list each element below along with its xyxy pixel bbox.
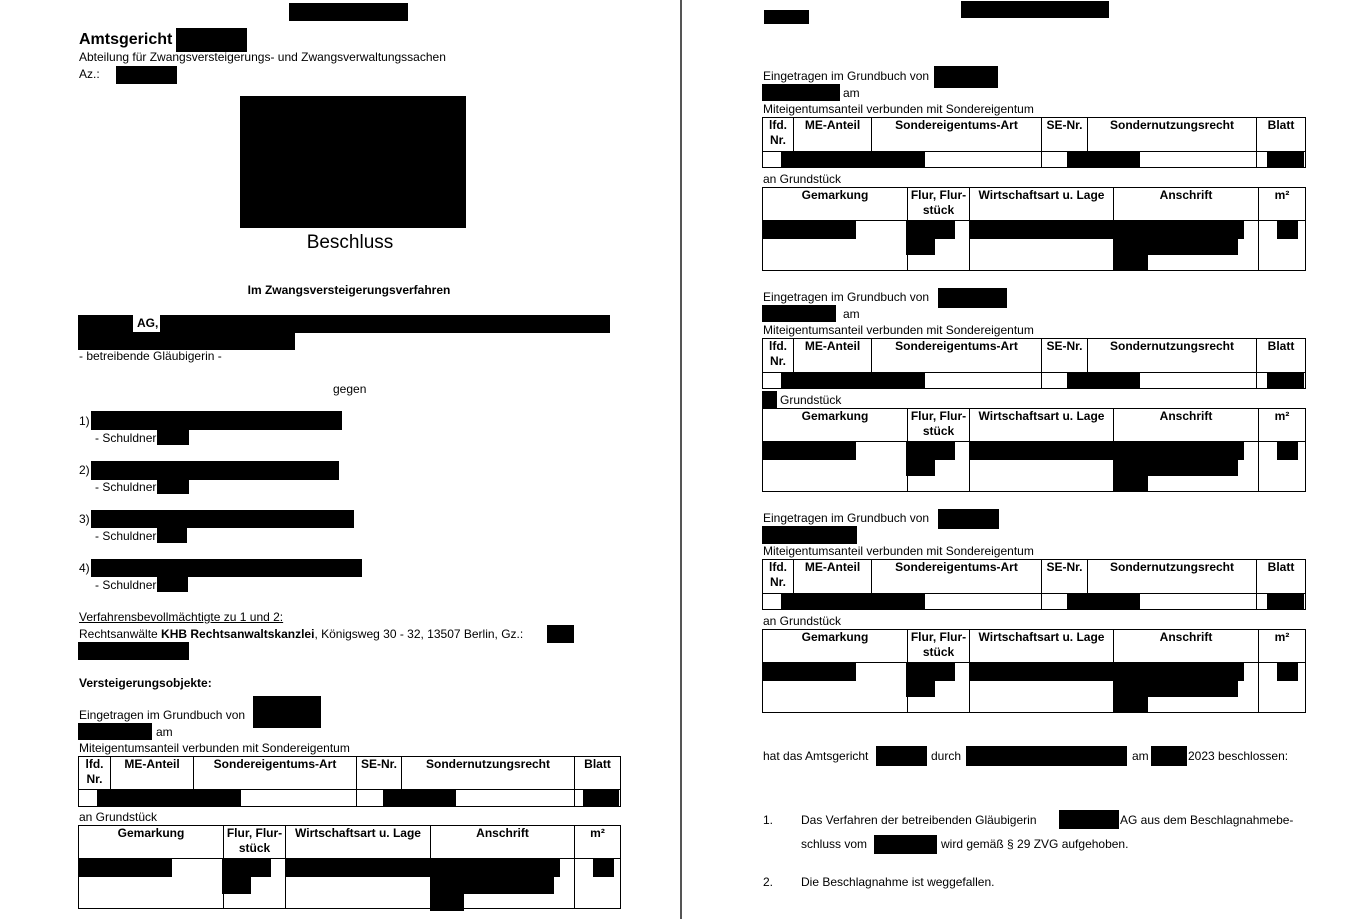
redaction-block: [781, 151, 925, 168]
debtor-number: 4): [79, 561, 90, 575]
redaction-block: [1067, 593, 1140, 610]
registry-entered-label: Eingetragen im Grundbuch von: [763, 511, 930, 525]
column-header: Blatt: [575, 757, 621, 790]
column-header: Wirtschaftsart u. Lage: [970, 409, 1114, 442]
redaction-block: [1113, 254, 1148, 271]
debtor-role: - Schuldner: [95, 578, 157, 592]
court-title: Amtsgericht: [79, 31, 173, 48]
counsel-line: [79, 627, 523, 641]
redaction-block: [1059, 810, 1119, 829]
redaction-block: [97, 789, 241, 807]
registry-share-text: Miteigentumsanteil verbunden mit Sondereigentum: [79, 741, 350, 755]
item-text: AG aus dem Beschlagnahmebe-: [1120, 813, 1294, 827]
item-number: 2.: [763, 875, 774, 889]
redaction-block: [906, 459, 935, 476]
redaction-block: [1267, 593, 1304, 610]
grundstueck-label: Grundstück: [780, 393, 842, 407]
registry-entered-label: Eingetragen im Grundbuch von: [79, 708, 246, 722]
grundstueck-label: an Grundstück: [763, 614, 842, 628]
column-header: lfd. Nr.: [763, 339, 794, 373]
counsel-firm: KHB Rechtsanwaltskanzlei: [161, 627, 315, 641]
redaction-block: [430, 893, 464, 911]
right-document-page: [682, 0, 1359, 919]
redaction-block: [176, 28, 247, 52]
redaction-block: [157, 430, 189, 445]
redaction-block: [222, 876, 251, 894]
redaction-block: [874, 835, 937, 854]
redaction-block: [1067, 151, 1140, 168]
debtor-number: 1): [79, 414, 90, 428]
registry-am: am: [156, 725, 173, 739]
redaction-block: [762, 526, 857, 544]
column-header: lfd. Nr.: [79, 757, 111, 790]
column-header: m²: [1259, 630, 1306, 663]
redaction-block: [906, 221, 955, 239]
registry-am: am: [843, 307, 860, 321]
debtor-number: 3): [79, 512, 90, 526]
redaction-block: [78, 332, 295, 350]
column-header: Flur, Flur-stück: [908, 630, 970, 663]
item-text: Die Beschlagnahme ist weggefallen.: [801, 875, 995, 889]
decision-text-3: am: [1132, 749, 1149, 763]
redaction-block: [91, 461, 339, 480]
redaction-block: [1113, 680, 1238, 697]
column-header: Wirtschaftsart u. Lage: [286, 826, 431, 859]
redaction-block: [91, 411, 342, 430]
column-header: Gemarkung: [763, 630, 908, 663]
redaction-block: [253, 696, 321, 728]
redaction-block: [383, 789, 456, 807]
decision-text-4: 2023 beschlossen:: [1188, 749, 1289, 763]
proceeding-heading: Im Zwangsversteigerungsverfahren: [247, 283, 451, 297]
column-header: Sondernutzungsrecht: [1088, 560, 1257, 594]
redaction-block: [157, 577, 188, 592]
redaction-block: [938, 509, 999, 529]
column-header: Sondereigentums-Art: [872, 560, 1042, 594]
redaction-block: [78, 723, 152, 740]
redaction-block: [160, 315, 610, 333]
redaction-block: [1277, 221, 1298, 239]
redaction-block: [762, 663, 856, 681]
column-header: Flur, Flur-stück: [908, 188, 970, 221]
file-reference-label: Az.:: [79, 67, 100, 81]
redaction-block: [157, 479, 189, 494]
debtor-role: - Schuldner: [95, 480, 157, 494]
redaction-block: [934, 66, 998, 88]
redaction-block: [1267, 372, 1304, 389]
redaction-block: [1113, 696, 1148, 713]
debtor-role: - Schuldner: [95, 431, 157, 445]
redaction-block: [91, 510, 354, 528]
column-header: Sondernutzungsrecht: [1088, 118, 1257, 152]
redaction-block: [762, 305, 836, 322]
item-text: Das Verfahren der betreibenden Gläubigerin: [801, 813, 1037, 827]
redaction-block: [116, 66, 177, 84]
counsel-heading: Verfahrensbevollmächtigte zu 1 und 2:: [79, 610, 284, 624]
redaction-block: [289, 3, 408, 21]
redaction-block: [1113, 238, 1238, 255]
redaction-block: [593, 859, 614, 877]
column-header: Flur, Flur-stück: [908, 409, 970, 442]
grundstueck-label: an Grundstück: [763, 172, 842, 186]
column-header: Sondereigentums-Art: [194, 757, 357, 790]
decision-text-1: hat das Amtsgericht: [763, 749, 869, 763]
objects-heading: Versteigerungsobjekte:: [79, 676, 212, 690]
column-header: SE-Nr.: [1042, 118, 1088, 152]
column-header: Gemarkung: [79, 826, 224, 859]
creditor-role: - betreibende Gläubigerin -: [79, 349, 222, 363]
column-header: Gemarkung: [763, 188, 908, 221]
column-header: SE-Nr.: [1042, 560, 1088, 594]
redaction-block: [781, 372, 925, 389]
column-header: lfd. Nr.: [763, 560, 794, 594]
redaction-block: [906, 238, 935, 255]
debtor-role: - Schuldner: [95, 529, 157, 543]
redaction-block: [906, 442, 955, 460]
redaction-block: [222, 859, 271, 877]
column-header: Blatt: [1257, 118, 1306, 152]
redaction-block: [969, 663, 1244, 681]
redaction-block: [938, 288, 1007, 308]
redaction-block: [1113, 459, 1238, 476]
item-text: schluss vom: [801, 837, 868, 851]
debtor-number: 2): [79, 463, 90, 477]
column-header: lfd. Nr.: [763, 118, 794, 152]
document-title: Beschluss: [306, 232, 394, 253]
column-header: Wirtschaftsart u. Lage: [970, 188, 1114, 221]
redaction-block: [781, 593, 925, 610]
item-number: 1.: [763, 813, 774, 827]
column-header: Wirtschaftsart u. Lage: [970, 630, 1114, 663]
column-header: ME-Anteil: [794, 118, 872, 152]
redaction-block: [762, 442, 856, 460]
redaction-block: [78, 642, 189, 660]
column-header: SE-Nr.: [1042, 339, 1088, 373]
redacted-seal: [240, 96, 466, 228]
redaction-block: [1151, 746, 1187, 766]
redaction-block: [762, 221, 856, 239]
redaction-block: [966, 746, 1127, 766]
redaction-block: [762, 391, 777, 408]
redaction-block: [961, 1, 1109, 18]
grundstueck-label: an Grundstück: [79, 810, 158, 824]
redaction-block: [969, 221, 1244, 239]
redaction-block: [78, 315, 133, 333]
against-label: gegen: [333, 382, 367, 396]
column-header: Blatt: [1257, 560, 1306, 594]
column-header: Sondernutzungsrecht: [1088, 339, 1257, 373]
column-header: Sondernutzungsrecht: [402, 757, 575, 790]
column-header: m²: [1259, 188, 1306, 221]
column-header: m²: [575, 826, 621, 859]
column-header: ME-Anteil: [111, 757, 194, 790]
redaction-block: [969, 442, 1244, 460]
decision-text-2: durch: [931, 749, 962, 763]
redaction-block: [78, 859, 172, 877]
redaction-block: [764, 10, 809, 24]
registry-am: am: [843, 86, 860, 100]
column-header: Anschrift: [1114, 188, 1259, 221]
column-header: ME-Anteil: [794, 560, 872, 594]
counsel-prefix: Rechtsanwälte: [79, 627, 162, 641]
registry-share-text: Miteigentumsanteil verbunden mit Sondereigentum: [763, 544, 1034, 558]
column-header: Anschrift: [1114, 630, 1259, 663]
redaction-block: [1277, 663, 1298, 681]
redaction-block: [430, 876, 554, 894]
column-header: Gemarkung: [763, 409, 908, 442]
column-header: Anschrift: [431, 826, 575, 859]
item-text: wird gemäß § 29 ZVG aufgehoben.: [941, 837, 1129, 851]
column-header: Anschrift: [1114, 409, 1259, 442]
redaction-block: [906, 663, 955, 681]
column-header: SE-Nr.: [357, 757, 402, 790]
column-header: Sondereigentums-Art: [872, 118, 1042, 152]
redaction-block: [1277, 442, 1298, 460]
column-header: m²: [1259, 409, 1306, 442]
redaction-block: [157, 528, 187, 543]
redaction-block: [547, 625, 574, 643]
redaction-block: [285, 859, 560, 877]
registry-entered-label: Eingetragen im Grundbuch von: [763, 290, 930, 304]
redaction-block: [91, 559, 362, 577]
counsel-address: , Königsweg 30 - 32, 13507 Berlin, Gz.:: [314, 627, 524, 641]
department-line: Abteilung für Zwangsversteigerungs- und Zwangsverwaltungssachen: [79, 50, 446, 64]
redaction-block: [1113, 475, 1148, 492]
redaction-block: [1267, 151, 1304, 168]
creditor-suffix: AG,: [137, 316, 159, 330]
redaction-block: [762, 84, 840, 101]
registry-share-text: Miteigentumsanteil verbunden mit Sondereigentum: [763, 102, 1034, 116]
column-header: Sondereigentums-Art: [872, 339, 1042, 373]
column-header: Flur, Flur-stück: [224, 826, 286, 859]
redaction-block: [876, 746, 927, 766]
registry-share-text: Miteigentumsanteil verbunden mit Sondereigentum: [763, 323, 1034, 337]
redaction-block: [583, 789, 619, 807]
redaction-block: [1067, 372, 1140, 389]
column-header: Blatt: [1257, 339, 1306, 373]
column-header: ME-Anteil: [794, 339, 872, 373]
redaction-block: [906, 680, 935, 697]
registry-entered-label: Eingetragen im Grundbuch von: [763, 69, 930, 83]
